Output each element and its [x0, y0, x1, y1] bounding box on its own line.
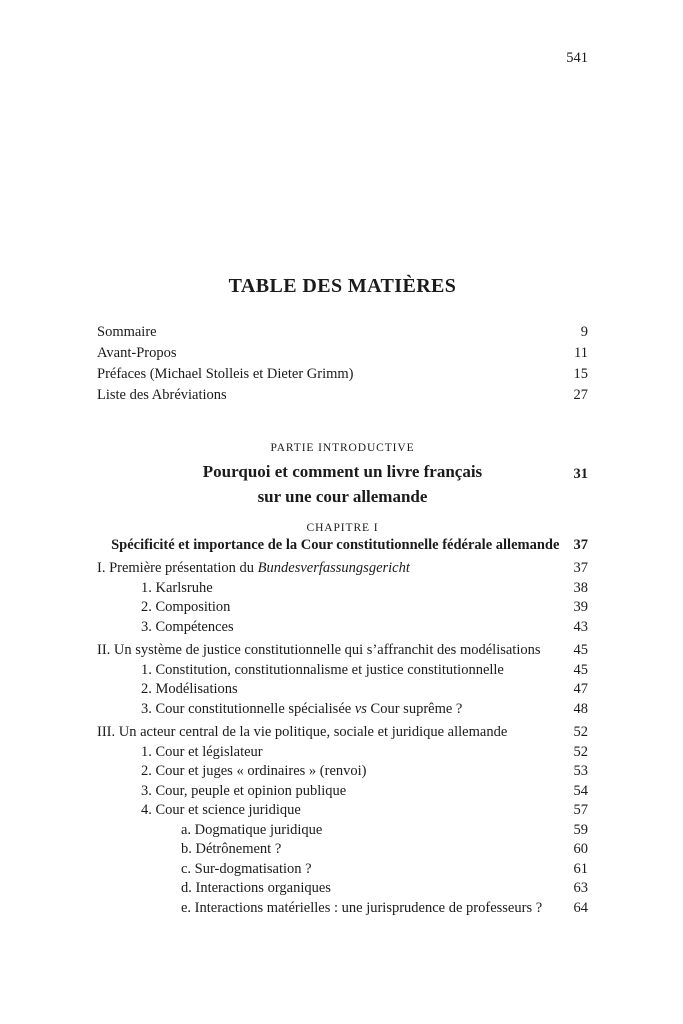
toc-entry-row [97, 559, 588, 579]
toc-entry-label [97, 641, 541, 661]
toc-entries-list [97, 559, 588, 918]
toc-entry-page-number: 63 [573, 880, 588, 896]
front-matter-row [97, 385, 588, 406]
toc-entry-row [97, 598, 588, 618]
toc-entry-text-segment: 1. Constitution, constitutionnalisme et justice constitutionnelle [141, 661, 504, 678]
toc-entry-page-number: 38 [573, 579, 588, 596]
toc-entry-label [97, 782, 346, 802]
front-matter-label: Préfaces (Michael Stolleis et Dieter Grimm) [97, 366, 354, 382]
toc-entry-label [97, 899, 542, 919]
toc-entry-row [97, 840, 588, 860]
toc-entry-label [97, 700, 462, 720]
toc-entry-text-segment: c. Sur-dogmatisation ? [181, 860, 312, 877]
toc-entry-label [97, 559, 410, 579]
toc-entry-row [97, 680, 588, 700]
toc-entry-row [97, 661, 588, 681]
toc-entry-text-segment: e. Interactions matérielles : une jurisprudence de professeurs ? [181, 899, 543, 916]
toc-entry-text-segment: 4. Cour et science juridique [141, 802, 301, 818]
toc-entry-text-segment: d. Interactions organiques [181, 880, 331, 896]
toc-title: TABLE DES MATIÈRES [228, 275, 457, 297]
toc-entry-text-segment: 3. Compétences [141, 618, 234, 635]
toc-entry-page-number: 64 [573, 899, 588, 916]
toc-entry-text-segment: II. Un système de justice constitutionnelle qui s’affranchit des modélisations [97, 642, 541, 658]
toc-entry-label [97, 598, 230, 618]
toc-entry-page-number: 37 [573, 560, 588, 576]
toc-entry-label [97, 879, 331, 899]
chapter-page-number: 37 [573, 537, 588, 553]
part-title-text-1: Pourquoi et comment un livre français [202, 462, 483, 481]
toc-entry-page-number: 53 [573, 763, 588, 779]
toc-entry-page-number: 39 [573, 599, 588, 615]
toc-entry-italic-segment: vs [354, 700, 367, 717]
toc-entry-row [97, 821, 588, 841]
part-title-line-1 [97, 459, 588, 484]
toc-entry-row [97, 618, 588, 638]
toc-entry-label [97, 661, 504, 681]
toc-entry-italic-segment: Bundesverfassungsgericht [257, 560, 410, 576]
toc-entry-row [97, 801, 588, 821]
toc-entry-page-number: 59 [573, 821, 588, 838]
toc-entry-text-segment: 2. Modélisations [141, 681, 238, 697]
toc-entry-text-segment: 1. Karlsruhe [141, 579, 213, 596]
toc-entry-text-segment: a. Dogmatique juridique [181, 821, 323, 838]
chapter-kicker: CHAPITRE I [306, 522, 379, 534]
toc-entry-label [97, 840, 281, 860]
toc-entry-page-number: 52 [573, 743, 588, 760]
toc-entry-text-segment: b. Détrônement ? [181, 841, 282, 857]
part-kicker: PARTIE INTRODUCTIVE [270, 442, 415, 454]
toc-entry-page-number: 60 [573, 841, 588, 857]
toc-entry-page-number: 47 [573, 681, 588, 697]
toc-entry-row [97, 879, 588, 899]
front-matter-row [97, 364, 588, 385]
front-matter-label: Liste des Abréviations [97, 387, 227, 403]
toc-entry-label [97, 860, 312, 880]
front-matter-page-number: 11 [574, 345, 588, 361]
toc-entry-row [97, 743, 588, 763]
toc-entry-page-number: 54 [573, 782, 588, 799]
toc-entry-label [97, 821, 322, 841]
toc-entry-page-number: 43 [573, 618, 588, 635]
toc-entry-text-segment: 2. Cour et juges « ordinaires » (renvoi) [141, 763, 367, 779]
toc-entry-text-segment: 1. Cour et législateur [141, 743, 263, 760]
chapter-title-text: Spécificité et importance de la Cour constitutionnelle fédérale allemande [111, 537, 560, 553]
front-matter-label: Avant-Propos [97, 345, 177, 361]
toc-entry-label [97, 579, 213, 599]
toc-entry-row [97, 641, 588, 661]
chapter-title-row [97, 537, 588, 554]
toc-entry-page-number: 45 [573, 661, 588, 678]
toc-entry-label [97, 680, 238, 700]
toc-entry-text-segment: III. Un acteur central de la vie politique, sociale et juridique allemande [97, 724, 508, 740]
toc-entry-text-segment: I. Première présentation du [97, 560, 258, 576]
part-heading [97, 441, 588, 509]
front-matter-page-number: 27 [573, 387, 588, 403]
toc-entry-label [97, 618, 234, 638]
toc-entry-text-segment: 3. Cour, peuple et opinion publique [141, 782, 347, 799]
front-matter-page-number: 9 [580, 324, 588, 340]
part-page-number: 31 [573, 466, 588, 482]
toc-entry-row [97, 762, 588, 782]
toc-entry-page-number: 61 [573, 860, 588, 877]
toc-entry-row [97, 579, 588, 599]
page-folio: 541 [566, 50, 588, 66]
toc-entry-page-number: 45 [573, 642, 588, 658]
chapter-heading [97, 521, 588, 554]
toc-entry-text-segment: 3. Cour constitutionnelle spécialisée [141, 700, 355, 717]
toc-entry-label [97, 723, 507, 743]
toc-entry-page-number: 52 [573, 724, 588, 740]
toc-entry-text-segment: Cour suprême ? [366, 700, 463, 717]
toc-entry-row [97, 700, 588, 720]
toc-entry-row [97, 782, 588, 802]
front-matter-page-number: 15 [573, 366, 588, 382]
front-matter-row [97, 322, 588, 343]
toc-entry-text-segment: 2. Composition [141, 599, 231, 615]
front-matter-list [97, 322, 588, 406]
front-matter-label: Sommaire [97, 324, 157, 340]
toc-entry-page-number: 48 [573, 700, 588, 717]
toc-entry-label [97, 801, 301, 821]
toc-entry-label [97, 762, 367, 782]
toc-entry-row [97, 860, 588, 880]
toc-entry-label [97, 743, 263, 763]
front-matter-row [97, 343, 588, 364]
toc-entry-row [97, 899, 588, 919]
toc-entry-page-number: 57 [573, 802, 588, 818]
toc-entry-row [97, 723, 588, 743]
part-title-line-2: sur une cour allemande [257, 487, 428, 506]
